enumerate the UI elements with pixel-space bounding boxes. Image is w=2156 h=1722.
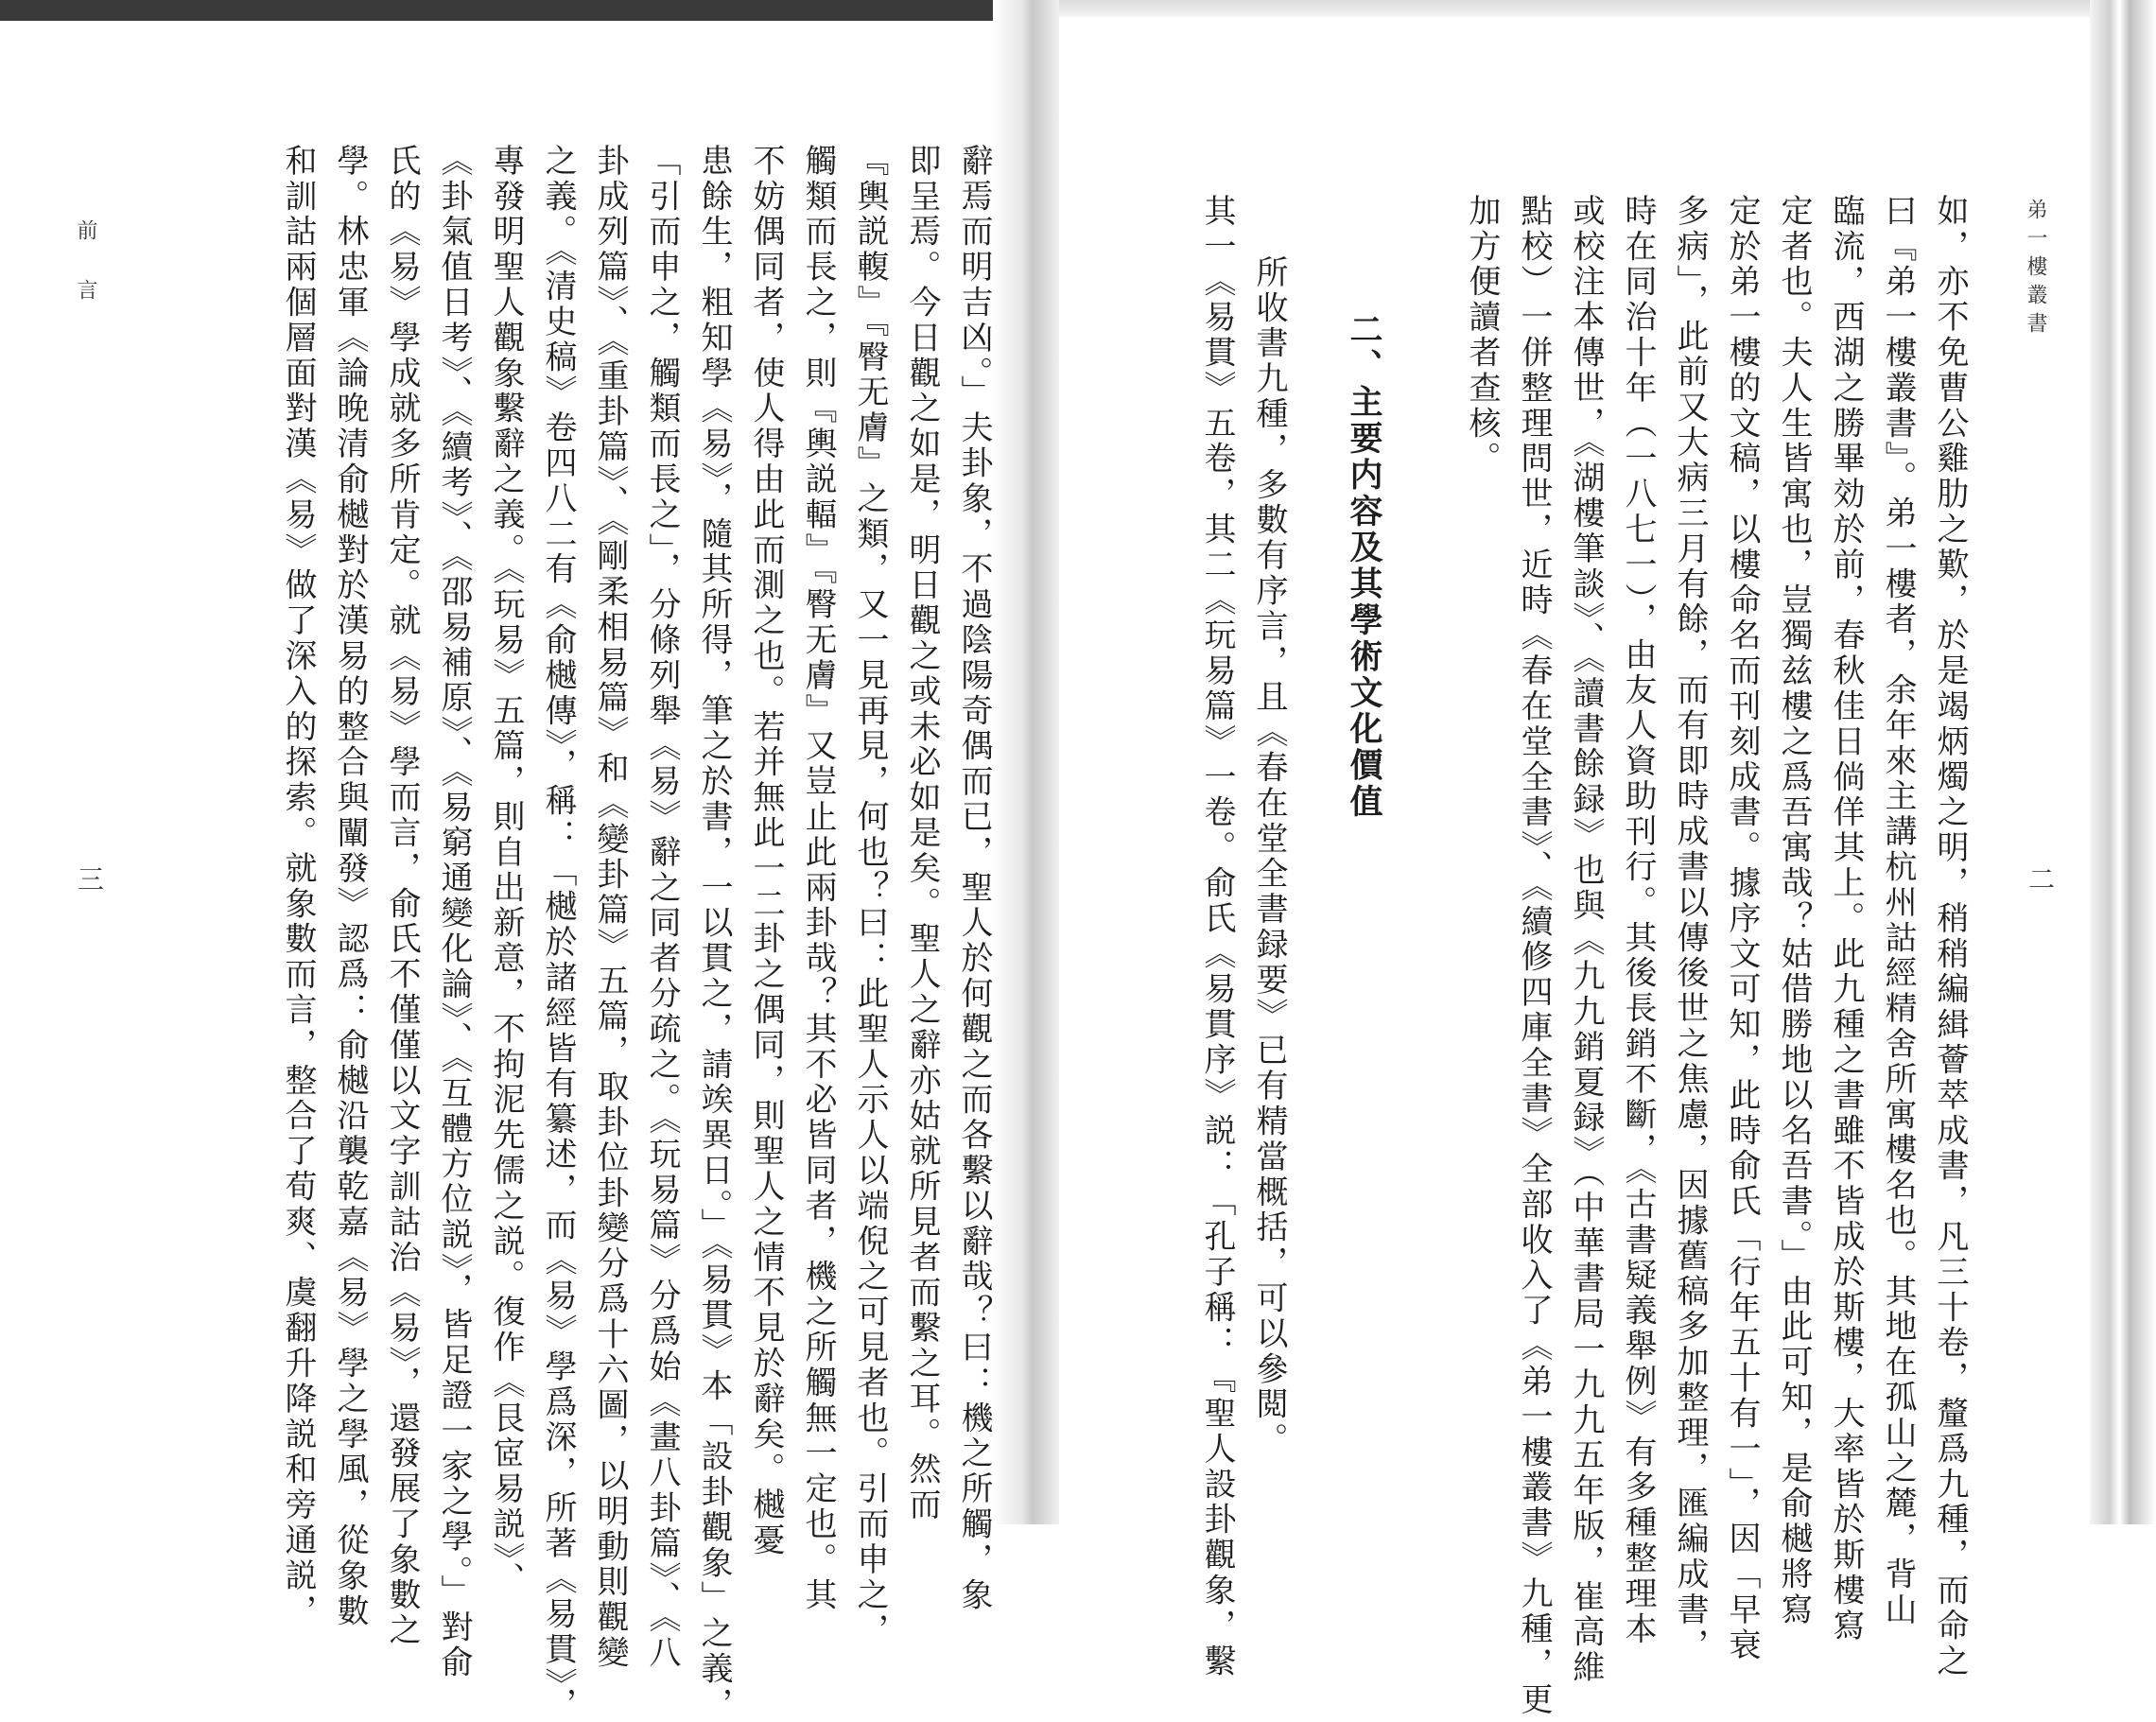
text-column: 曰『弟一樓叢書』。弟一樓者，余年來主講杭州詁經精舍所寓樓名也。其地在孤山之麓，背山: [1879, 194, 1917, 1628]
text-column: 《卦氣值日考》、《續考》、《邵易補原》、《易窮通變化論》、《互體方位説》，皆足證一家之學。」對俞: [435, 144, 473, 1681]
text-column: 其一《易貫》五卷，其二《玩易篇》一卷。俞氏《易貫序》説：「孔子稱：『聖人設卦觀象，繫: [1198, 194, 1236, 1679]
text-column: 即呈焉。今日觀之如是，明日觀之或未必如是矣。聖人之辭亦姑就所見者而繫之耳。然而: [903, 144, 941, 1523]
text-column: 「引而申之，觸類而長之」，分條列舉《易》辭之同者分疏之。《玩易篇》分爲始《畫八卦篇》、《八: [643, 144, 681, 1671]
text-column: 患餘生，粗知學《易》，隨其所得，筆之於書，一以貫之，請竢異日。」《易貫》本「設卦觀象」之義，: [695, 144, 733, 1722]
book-gutter: [993, 0, 1059, 1524]
text-column: 加方便讀者查核。: [1463, 194, 1501, 478]
page-number-left: 三: [74, 865, 105, 896]
section-heading: 二、主要内容及其學術文化價值: [1345, 312, 1382, 821]
text-column: 定於弟一樓的文稿，以樓命名而刊刻成書。據序文可知，此時俞氏「行年五十有一」，因「早衰: [1723, 194, 1761, 1663]
text-column: 卦成列篇》、《重卦篇》、《剛柔相易篇》和《變卦篇》五篇，取卦位卦變分爲十六圖，以明動則觀變: [591, 144, 629, 1671]
left-page: [0, 0, 993, 1722]
text-column: 學。林忠軍《論晚清俞樾對於漢易的整合與闡發》認爲：俞樾沿襲乾嘉《易》學之學風，從象數: [331, 144, 369, 1629]
text-column: 不妨偶同者，使人得由此而測之也。若并無此一二卦之偶同，則聖人之情不見於辭矣。樾憂: [747, 144, 785, 1558]
running-head-right: 弟一樓叢書: [2024, 199, 2047, 340]
text-column: 辭焉而明吉凶。」夫卦象，不過陰陽奇偶而已，聖人於何觀之而各繫以辭哉？曰：機之所觸，象: [955, 144, 993, 1613]
text-column: 觸類而長之，則『輿説輻』『臀无膚』又豈止此兩卦哉？其不必皆同者，機之所觸無一定也。其: [799, 144, 837, 1613]
text-column: 臨流，西湖之勝畢効於前，春秋佳日倘佯其上。此九種之書雖不皆成於斯樓，大率皆於斯樓寫: [1827, 194, 1865, 1644]
page-edge-right: [2090, 0, 2156, 1524]
text-column: 之義。《清史稿》卷四八二有《俞樾傳》，稱：「樾於諸經皆有纂述，而《易》學爲深，所著《易貫》，: [539, 144, 577, 1722]
text-column: 如，亦不免曹公雞肋之歎，於是竭炳燭之明，稍稍編緝薈萃成書，凡三十卷，釐爲九種，而命之: [1931, 194, 1969, 1679]
page-number-right: 二: [2025, 865, 2056, 896]
text-column: 和訓詁兩個層面對漢《易》做了深入的探索。就象數而言，整合了荀爽、虞翻升降説和旁通説，: [279, 144, 317, 1629]
text-column: 多病」，此前又大病三月有餘，而有即時成書以傳後世之焦慮，因據舊稿多加整理，匯編成書，: [1671, 194, 1709, 1663]
text-column: 『輿説輹』『臀无膚』之類，又一見再見，何也？曰：此聖人示人以端倪之可見者也。引而申之，: [851, 144, 889, 1649]
text-column: 所收書九種，多數有序言，且《春在堂全書録要》已有精當概括，可以參閲。: [1250, 255, 1288, 1458]
running-head-left: 前 言: [74, 219, 97, 307]
text-column: 定者也。夫人生皆寓也，豈獨兹樓之爲吾寓哉？姑借勝地以名吾書。」由此可知，是俞樾將寫: [1775, 194, 1813, 1628]
text-column: 時在同治十年（一八七一），由友人資助刊行。其後長銷不斷，《古書疑義舉例》有多種整理本: [1619, 194, 1657, 1647]
text-column: 點校）一併整理問世，近時《春在堂全書》、《續修四庫全書》全部收入了《弟一樓叢書》九種，更: [1515, 194, 1553, 1718]
right-page: [1059, 0, 2090, 1718]
text-column: 或校注本傳世，《湖樓筆談》、《讀書餘録》也與《九九銷夏録》（中華書局一九九五年版，崔高維: [1567, 194, 1605, 1686]
text-column: 氏的《易》學成就多所肯定。就《易》學而言，俞氏不僅僅以文字訓詁治《易》，還發展了象數之: [383, 144, 421, 1649]
text-column: 專發明聖人觀象繫辭之義。《玩易》五篇，則自出新意，不拘泥先儒之説。復作《艮宧易説》、: [487, 144, 525, 1597]
